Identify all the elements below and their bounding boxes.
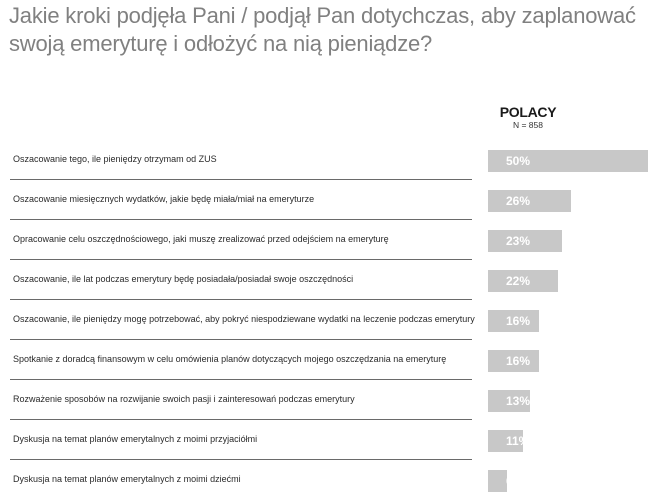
sample-size: N = 858 — [512, 120, 543, 130]
chart-row — [0, 340, 655, 380]
chart-row — [0, 260, 655, 300]
category-label: Oszacowanie tego, ile pieniędzy otrzymam od ZUS — [13, 154, 217, 164]
bar-value-label: 11% — [506, 434, 530, 448]
chart-row — [0, 420, 655, 460]
category-label: Oszacowanie, ile pieniędzy mogę potrzebować, aby pokryć niespodziewane wydatki na leczenie podczas emerytury — [13, 314, 475, 324]
bar-value-label: 23% — [506, 234, 531, 248]
category-label: Dyskusja na temat planów emerytalnych z moimi przyjaciółmi — [13, 434, 258, 444]
bar-value-label: 13% — [506, 394, 531, 408]
series-header — [488, 104, 568, 130]
category-label: Oszacowanie miesięcznych wydatków, jakie będę miała/miał na emeryturze — [13, 194, 315, 204]
chart-row — [0, 300, 655, 340]
chart-row — [0, 220, 655, 260]
chart-row — [0, 460, 655, 500]
bar-value-label: 16% — [506, 314, 531, 328]
category-label: Oszacowanie, ile lat podczas emerytury będę posiadała/posiadał swoje oszczędności — [13, 274, 354, 284]
bar-value-label: 22% — [506, 274, 531, 288]
bar-value-label: 26% — [506, 194, 531, 208]
chart-title: Jakie kroki podjęła Pani / podjął Pan dotychczas, aby zaplanować swoją emeryturę i odłożyć na nią pieniądze? — [9, 3, 636, 56]
bar — [488, 470, 507, 492]
category-label: Dyskusja na temat planów emerytalnych z moimi dziećmi — [13, 474, 241, 484]
chart-row — [0, 380, 655, 420]
bar-value-label: 16% — [506, 354, 531, 368]
chart-row — [0, 140, 655, 180]
category-label: Opracowanie celu oszczędnościowego, jaki muszę zrealizować przed odejściem na emeryturę — [13, 234, 389, 244]
series-header-label: POLACY — [499, 104, 557, 120]
category-label: Spotkanie z doradcą finansowym w celu omówienia planów dotyczących mojego oszczędzania na emeryturę — [13, 354, 447, 364]
chart-row — [0, 180, 655, 220]
bar-value-label: 50% — [506, 154, 531, 168]
bar-value-label: 6% — [506, 474, 524, 488]
category-label: Rozważenie sposobów na rozwijanie swoich pasji i zainteresowań podczas emerytury — [13, 394, 355, 404]
bar-chart — [0, 140, 655, 498]
